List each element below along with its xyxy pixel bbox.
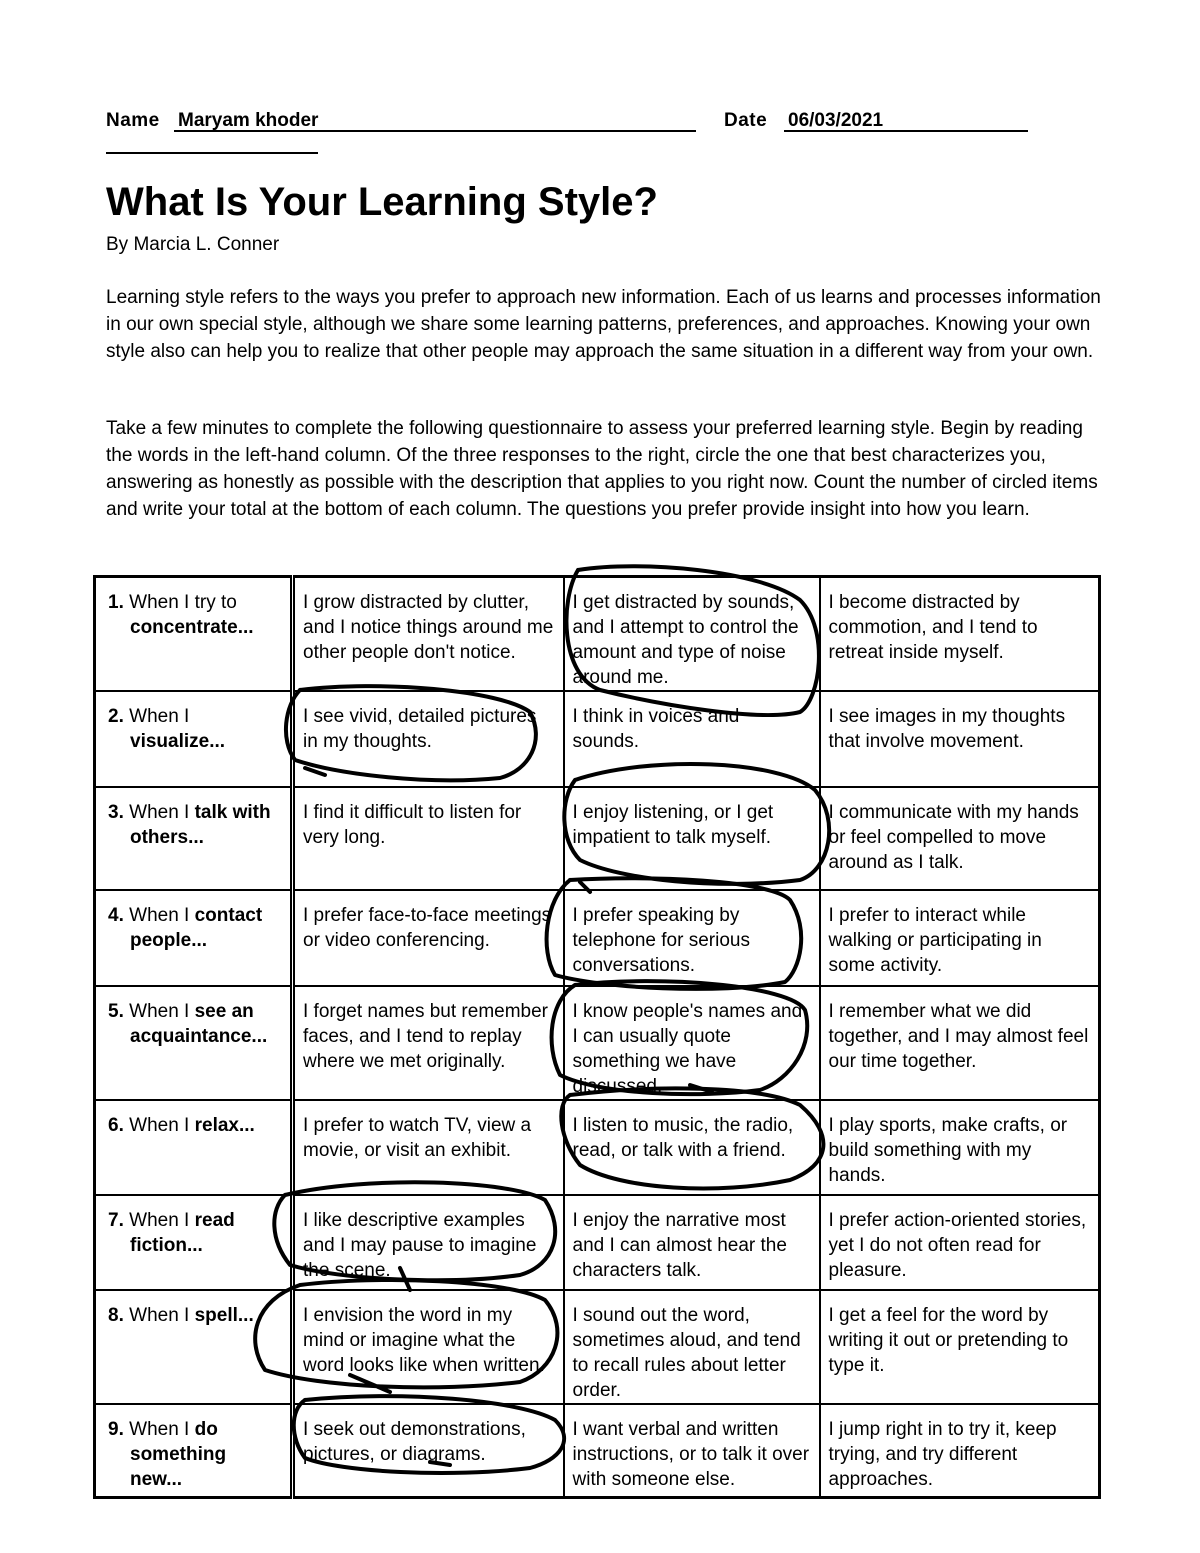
question-text: When I	[123, 905, 195, 926]
question-keyword: concentrate...	[130, 617, 254, 638]
question-row	[95, 1290, 1100, 1404]
question-keyword: contact people...	[130, 905, 263, 951]
question-number: 7.	[108, 1210, 124, 1231]
name-field[interactable]: Maryam khoder	[174, 110, 696, 132]
blank-line	[106, 152, 318, 154]
answer-auditory[interactable]: I want verbal and written instructions, or to talk it over with someone else.	[564, 1404, 820, 1497]
question-row	[95, 1195, 1100, 1290]
question-label	[108, 1208, 282, 1258]
answer-auditory[interactable]: I prefer speaking by telephone for serious conversations.	[564, 890, 820, 986]
question-text: When I	[123, 1115, 195, 1136]
question-label	[108, 999, 282, 1049]
question-number: 1.	[108, 592, 124, 613]
question-prompt	[95, 691, 293, 787]
answer-visual[interactable]: I envision the word in my mind or imagine what the word looks like when written.	[293, 1290, 564, 1404]
answer-kinesthetic[interactable]: I communicate with my hands or feel compelled to move around as I talk.	[820, 787, 1100, 890]
question-row	[95, 1404, 1100, 1497]
answer-visual[interactable]: I see vivid, detailed pictures in my thoughts.	[293, 691, 564, 787]
question-keyword: visualize...	[130, 731, 226, 752]
answer-kinesthetic[interactable]: I see images in my thoughts that involve movement.	[820, 691, 1100, 787]
answer-kinesthetic[interactable]: I jump right in to try it, keep trying, and try different approaches.	[820, 1404, 1100, 1497]
answer-kinesthetic[interactable]: I get a feel for the word by writing it out or pretending to type it.	[820, 1290, 1100, 1404]
byline: By Marcia L. Conner	[106, 234, 280, 255]
question-prompt	[95, 787, 293, 890]
question-prompt	[95, 1290, 293, 1404]
answer-auditory[interactable]: I enjoy listening, or I get impatient to talk myself.	[564, 787, 820, 890]
answer-visual[interactable]: I forget names but remember faces, and I tend to replay where we met originally.	[293, 986, 564, 1100]
questionnaire-table	[93, 575, 1101, 1499]
answer-visual[interactable]: I prefer face-to-face meetings or video conferencing.	[293, 890, 564, 986]
question-row	[95, 577, 1100, 692]
question-label	[108, 704, 282, 754]
question-number: 6.	[108, 1115, 124, 1136]
answer-auditory[interactable]: I sound out the word, sometimes aloud, and tend to recall rules about letter order.	[564, 1290, 820, 1404]
question-number: 8.	[108, 1305, 124, 1326]
question-label	[108, 1417, 282, 1492]
question-text: When I	[123, 1001, 195, 1022]
date-field[interactable]: 06/03/2021	[784, 110, 1028, 132]
question-row	[95, 986, 1100, 1100]
question-row	[95, 890, 1100, 986]
question-keyword: do something new...	[130, 1419, 227, 1490]
question-prompt	[95, 986, 293, 1100]
question-keyword: read fiction...	[130, 1210, 235, 1256]
question-text: When I	[123, 1305, 195, 1326]
question-label	[108, 1303, 282, 1328]
name-label: Name	[106, 110, 160, 131]
answer-kinesthetic[interactable]: I remember what we did together, and I may almost feel our time together.	[820, 986, 1100, 1100]
question-prompt	[95, 1404, 293, 1497]
name-date-row	[106, 110, 1046, 136]
question-prompt	[95, 890, 293, 986]
answer-kinesthetic[interactable]: I become distracted by commotion, and I tend to retreat inside myself.	[820, 577, 1100, 692]
intro-paragraph-2: Take a few minutes to complete the following questionnaire to assess your preferred learning style. Begin by reading the words in the left-hand column. Of the three responses to the right, circle the one that best characterizes you, answering as honestly as possible with the description that applies to you right now. Count the number of circled items and write your total at the bottom of each column. The questions you prefer provide insight into how you learn.	[106, 418, 1098, 520]
question-keyword: spell...	[194, 1305, 254, 1326]
question-prompt	[95, 577, 293, 692]
answer-visual[interactable]: I grow distracted by clutter, and I notice things around me other people don't notice.	[293, 577, 564, 692]
answer-kinesthetic[interactable]: I prefer to interact while walking or participating in some activity.	[820, 890, 1100, 986]
answer-auditory[interactable]: I get distracted by sounds, and I attempt to control the amount and type of noise around me.	[564, 577, 820, 692]
answer-auditory[interactable]: I think in voices and sounds.	[564, 691, 820, 787]
answer-kinesthetic[interactable]: I play sports, make crafts, or build something with my hands.	[820, 1100, 1100, 1195]
date-label: Date	[724, 110, 768, 131]
answer-auditory[interactable]: I listen to music, the radio, read, or talk with a friend.	[564, 1100, 820, 1195]
question-number: 9.	[108, 1419, 124, 1440]
page-title: What Is Your Learning Style?	[106, 180, 658, 224]
question-prompt	[95, 1100, 293, 1195]
question-number: 5.	[108, 1001, 124, 1022]
question-label	[108, 903, 282, 953]
question-number: 4.	[108, 905, 124, 926]
answer-visual[interactable]: I prefer to watch TV, view a movie, or visit an exhibit.	[293, 1100, 564, 1195]
question-row	[95, 691, 1100, 787]
question-text: When I	[123, 1210, 195, 1231]
question-row	[95, 1100, 1100, 1195]
answer-visual[interactable]: I seek out demonstrations, pictures, or diagrams.	[293, 1404, 564, 1497]
question-prompt	[95, 1195, 293, 1290]
answer-auditory[interactable]: I know people's names and I can usually quote something we have discussed.	[564, 986, 820, 1100]
question-text: When I	[123, 802, 195, 823]
answer-kinesthetic[interactable]: I prefer action-oriented stories, yet I do not often read for pleasure.	[820, 1195, 1100, 1290]
question-keyword: relax...	[194, 1115, 255, 1136]
question-row	[95, 787, 1100, 890]
question-text: When I try to	[123, 592, 237, 613]
answer-visual[interactable]: I find it difficult to listen for very long.	[293, 787, 564, 890]
intro-paragraph-1: Learning style refers to the ways you prefer to approach new information. Each of us learns and processes information in our own special style, although we share some learning patterns, preferences, and approaches. Knowing your own style also can help you to realize that other people may approach the same situation in a different way from your own.	[106, 287, 1101, 362]
question-keyword: talk with others...	[130, 802, 271, 848]
question-label	[108, 1113, 282, 1138]
question-label	[108, 590, 282, 640]
answer-auditory[interactable]: I enjoy the narrative most and I can almost hear the characters talk.	[564, 1195, 820, 1290]
question-label	[108, 800, 282, 850]
question-text: When I	[123, 706, 190, 727]
question-number: 2.	[108, 706, 124, 727]
question-keyword: see an acquaintance...	[130, 1001, 268, 1047]
question-text: When I	[123, 1419, 195, 1440]
answer-visual[interactable]: I like descriptive examples and I may pause to imagine the scene.	[293, 1195, 564, 1290]
question-number: 3.	[108, 802, 124, 823]
